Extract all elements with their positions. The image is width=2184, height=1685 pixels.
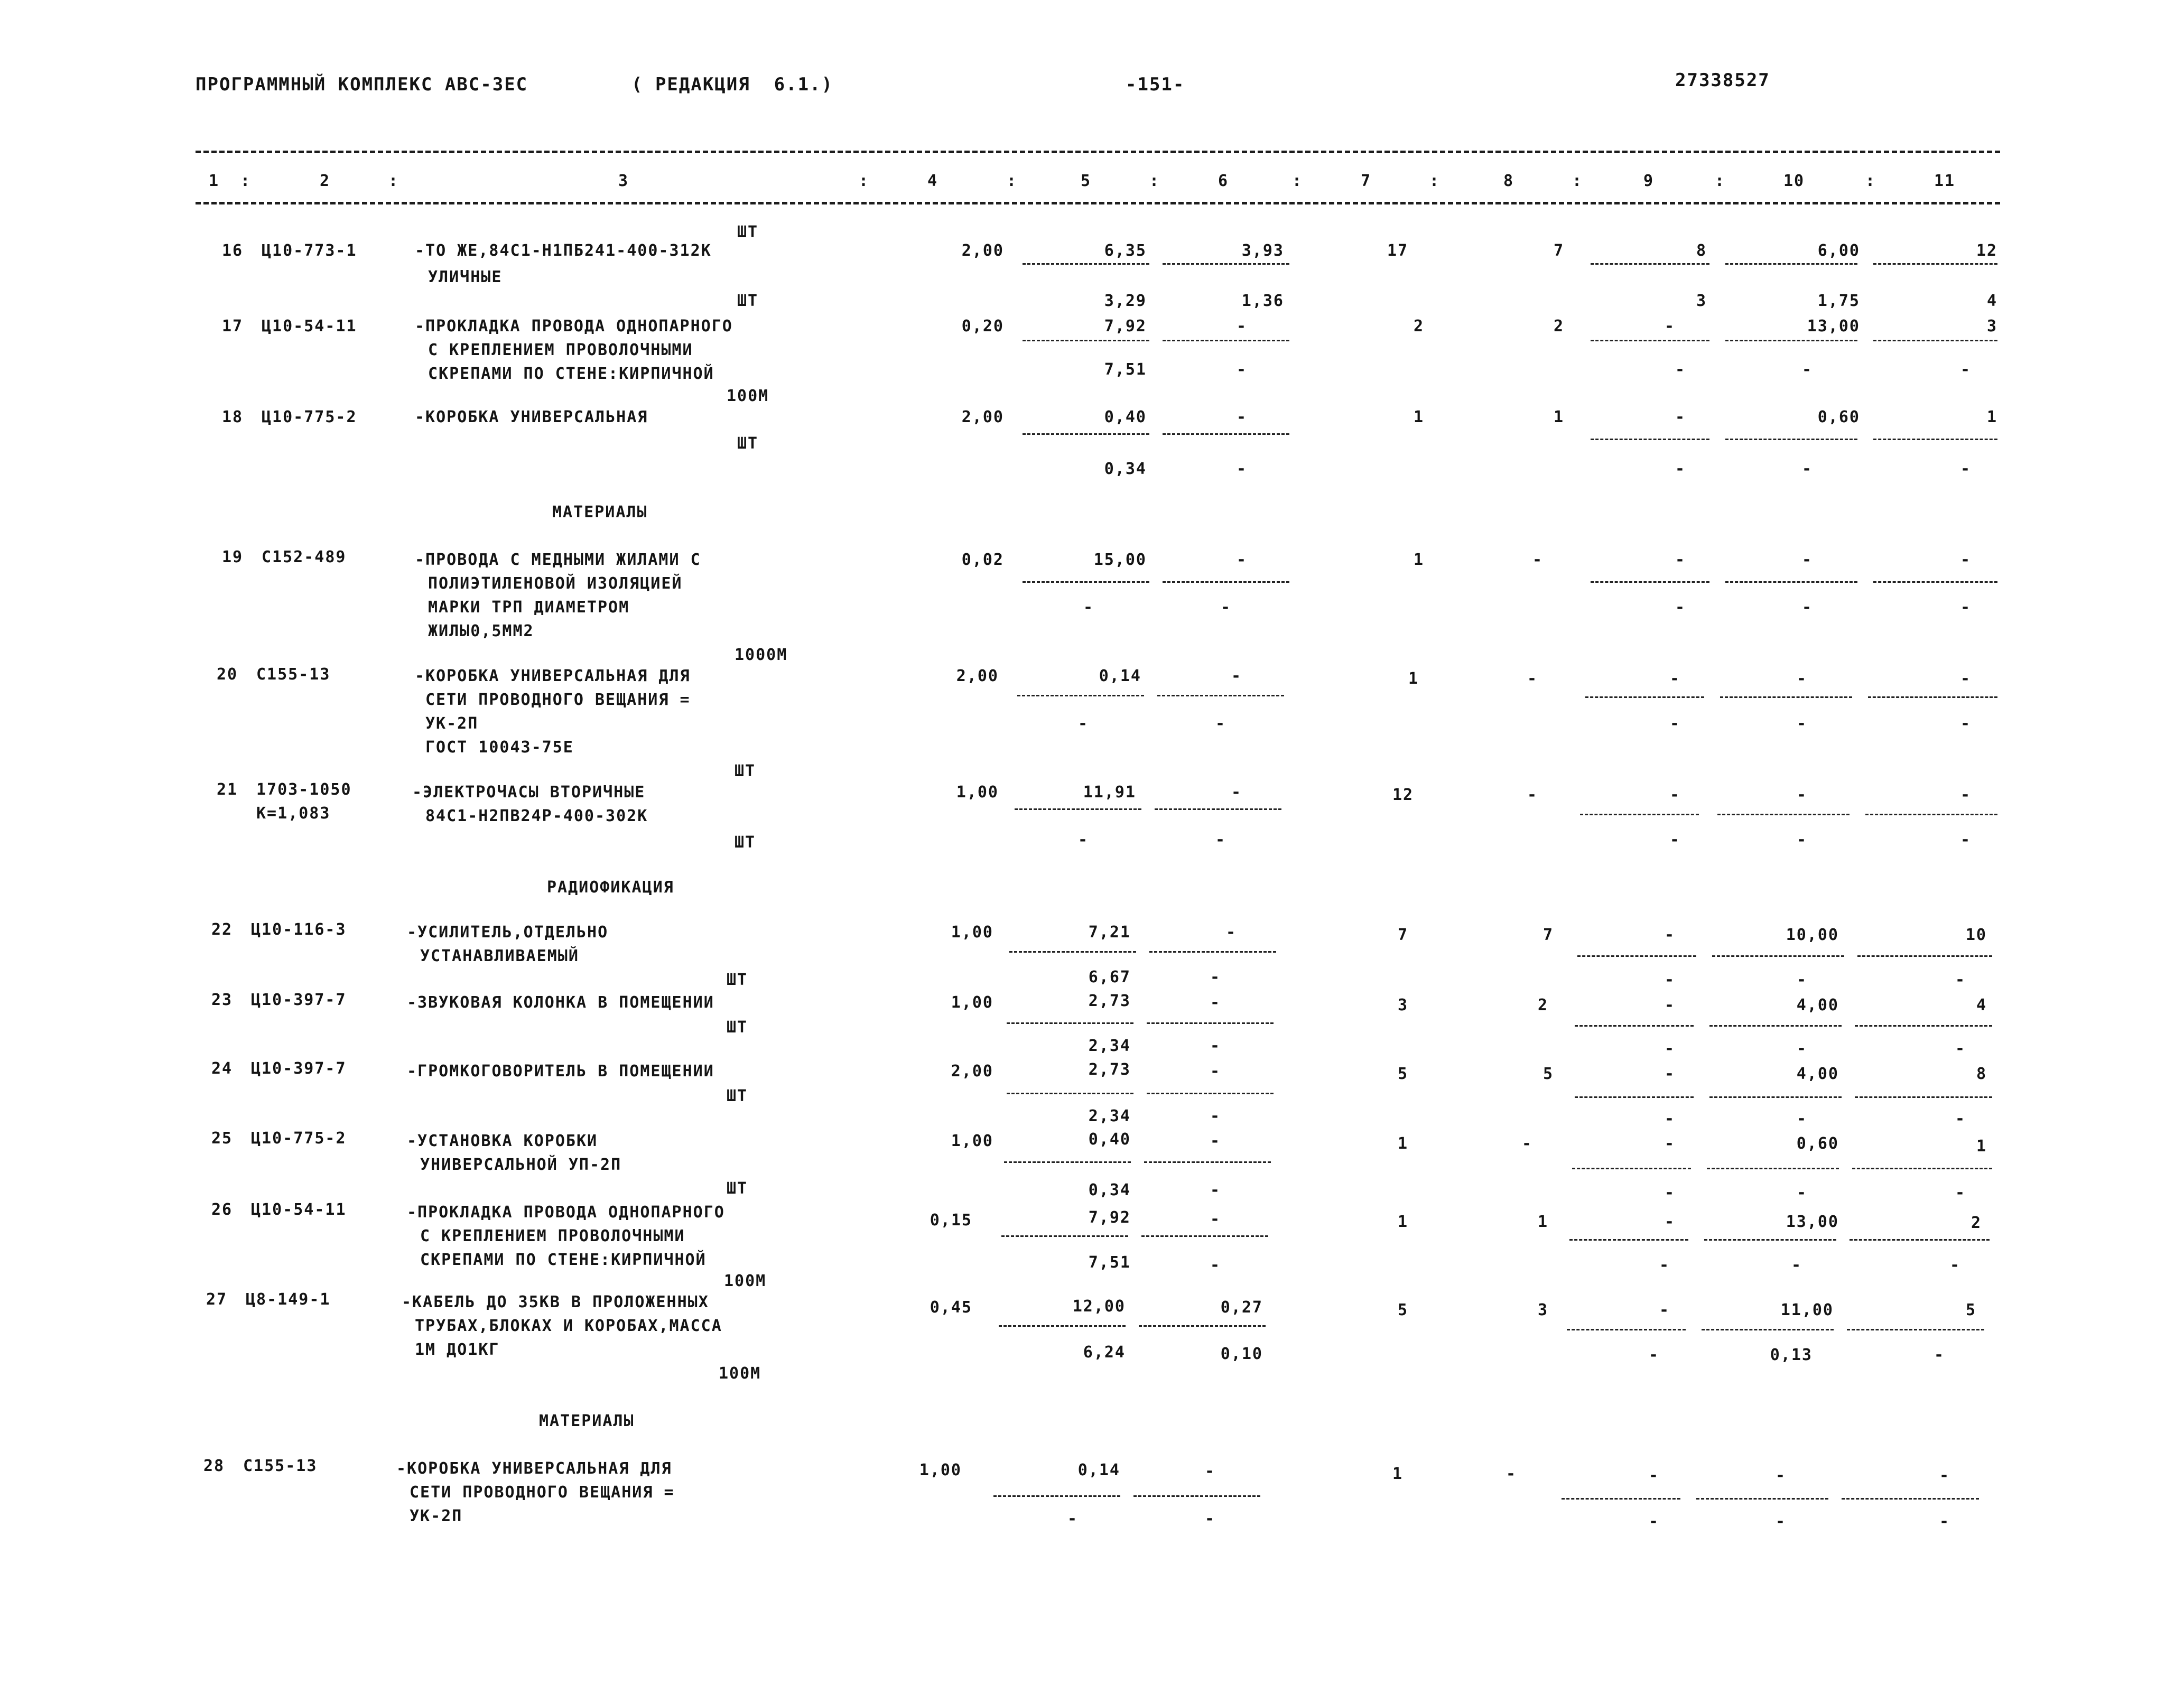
value-cell: - bbox=[1960, 598, 1972, 617]
col-header-9: 9 bbox=[1643, 172, 1655, 190]
col-header-3: 3 bbox=[618, 172, 629, 190]
item-description: УК-2П bbox=[410, 1507, 463, 1525]
value-cell: - bbox=[1210, 1132, 1221, 1150]
value-cell: - bbox=[1960, 831, 1972, 849]
value-cell: - bbox=[1083, 598, 1094, 617]
item-description: -ПРОКЛАДКА ПРОВОДА ОДНОПАРНОГО bbox=[415, 317, 733, 336]
page-number: -151- bbox=[1126, 74, 1185, 95]
value-cell: 0,34 bbox=[1088, 1181, 1131, 1199]
row-number: 17 bbox=[222, 317, 244, 336]
value-cell: - bbox=[1210, 968, 1221, 986]
item-description: СКРЕПАМИ ПО СТЕНЕ:КИРПИЧНОЙ bbox=[420, 1251, 707, 1269]
item-description: УНИВЕРСАЛЬНОЙ УП-2П bbox=[420, 1156, 622, 1174]
col-header-10: 10 bbox=[1783, 172, 1805, 190]
unit-label: ШТ bbox=[727, 1018, 748, 1037]
header-rule-bottom bbox=[196, 202, 2000, 204]
value-cell: 7 bbox=[1397, 926, 1409, 944]
value-cell: - bbox=[1236, 408, 1247, 426]
unit-label: ШТ bbox=[737, 434, 759, 453]
row-number: 26 bbox=[211, 1200, 233, 1219]
price-code: 1703-1050 bbox=[256, 780, 352, 799]
value-cell: - bbox=[1675, 598, 1686, 617]
row-number: 16 bbox=[222, 241, 244, 260]
col-header-8: 8 bbox=[1503, 172, 1514, 190]
value-cell: - bbox=[1664, 1039, 1676, 1058]
value-cell: - bbox=[1949, 1256, 1961, 1274]
value-cell: - bbox=[1775, 1512, 1787, 1531]
item-description: ТРУБАХ,БЛОКАХ И КОРОБАХ,МАССА bbox=[415, 1317, 722, 1335]
value-cell: 3,29 bbox=[1104, 292, 1147, 310]
row-number: 23 bbox=[211, 991, 233, 1009]
item-description: -ТО ЖЕ,84С1-Н1ПБ241-400-312К bbox=[415, 241, 712, 260]
value-cell: 4 bbox=[1976, 996, 1987, 1014]
value-cell: 4 bbox=[1986, 292, 1997, 310]
value-cell: 1 bbox=[1986, 408, 1997, 426]
value-cell: 15,00 bbox=[1093, 551, 1147, 569]
value-cell: 2 bbox=[1413, 317, 1425, 336]
col-header-5: 5 bbox=[1081, 172, 1092, 190]
value-cell: - bbox=[1801, 360, 1813, 379]
value-cell: 5 bbox=[1397, 1065, 1409, 1083]
row-number: 21 bbox=[217, 780, 238, 799]
quantity-cell: 1,00 bbox=[956, 783, 999, 802]
price-code: С155-13 bbox=[243, 1457, 318, 1475]
item-description: УК-2П bbox=[425, 714, 479, 733]
value-cell: 0,13 bbox=[1770, 1346, 1813, 1364]
item-description: -ЭЛЕКТРОЧАСЫ ВТОРИЧНЫЕ bbox=[412, 783, 646, 802]
value-cell: - bbox=[1204, 1510, 1216, 1528]
price-code: Ц10-775-2 bbox=[262, 408, 357, 426]
price-code: Ц10-54-11 bbox=[251, 1200, 347, 1219]
value-cell: 1 bbox=[1537, 1213, 1549, 1231]
value-cell: - bbox=[1505, 1465, 1517, 1483]
value-cell: 0,14 bbox=[1077, 1461, 1120, 1479]
value-cell: - bbox=[1801, 460, 1813, 478]
value-cell: - bbox=[1664, 1184, 1676, 1202]
value-cell: - bbox=[1801, 598, 1813, 617]
unit-label: ШТ bbox=[737, 223, 759, 241]
item-description: -ПРОВОДА С МЕДНЫМИ ЖИЛАМИ С bbox=[415, 551, 701, 569]
value-cell: 8 bbox=[1976, 1065, 1987, 1083]
quantity-cell: 2,00 bbox=[961, 241, 1004, 260]
value-cell: - bbox=[1521, 1134, 1533, 1153]
value-cell: - bbox=[1960, 669, 1972, 688]
value-cell: - bbox=[1225, 923, 1237, 942]
value-cell: - bbox=[1955, 1184, 1966, 1202]
item-description: УСТАНАВЛИВАЕМЫЙ bbox=[420, 947, 579, 965]
value-cell: - bbox=[1960, 551, 1972, 569]
value-cell: - bbox=[1236, 360, 1247, 379]
quantity-cell: 0,02 bbox=[961, 551, 1004, 569]
value-cell: - bbox=[1236, 551, 1247, 569]
item-description: -КАБЕЛЬ ДО 35КВ В ПРОЛОЖЕННЫХ bbox=[402, 1293, 709, 1311]
item-description: С КРЕПЛЕНИЕМ ПРОВОЛОЧНЫМИ bbox=[420, 1227, 685, 1245]
value-cell: - bbox=[1532, 551, 1544, 569]
value-cell: 2,34 bbox=[1088, 1037, 1131, 1055]
item-description: 1М ДО1КГ bbox=[415, 1340, 500, 1359]
value-cell: - bbox=[1675, 460, 1686, 478]
unit-label: ШТ bbox=[727, 971, 748, 989]
item-description: -ЗВУКОВАЯ КОЛОНКА В ПОМЕЩЕНИИ bbox=[407, 993, 714, 1012]
value-cell: 4,00 bbox=[1796, 1065, 1839, 1083]
value-cell: 2 bbox=[1553, 317, 1565, 336]
col-header-4: 4 bbox=[927, 172, 938, 190]
value-cell: 1 bbox=[1397, 1134, 1409, 1153]
value-cell: 8 bbox=[1696, 241, 1707, 260]
col-header-1: 1 bbox=[209, 172, 220, 190]
col-header-11: 11 bbox=[1934, 172, 1956, 190]
value-cell: - bbox=[1210, 993, 1221, 1012]
unit-label: ШТ bbox=[737, 292, 759, 310]
item-description: -УСИЛИТЕЛЬ,ОТДЕЛЬНО bbox=[407, 923, 609, 942]
value-cell: 4,00 bbox=[1796, 996, 1839, 1014]
row-number: 19 bbox=[222, 548, 244, 566]
value-cell: 6,35 bbox=[1104, 241, 1147, 260]
value-cell: - bbox=[1231, 783, 1242, 802]
value-cell: 7 bbox=[1542, 926, 1554, 944]
price-code: С152-489 bbox=[262, 548, 347, 566]
value-cell: 0,40 bbox=[1088, 1130, 1131, 1149]
value-cell: - bbox=[1664, 996, 1676, 1014]
unit-label: 100М bbox=[719, 1364, 761, 1383]
value-cell: 0,40 bbox=[1104, 408, 1147, 426]
value-cell: 11,91 bbox=[1083, 783, 1136, 802]
value-cell: - bbox=[1659, 1256, 1670, 1274]
value-cell: 6,24 bbox=[1083, 1343, 1126, 1362]
quantity-cell: 0,20 bbox=[961, 317, 1004, 336]
item-description: -ПРОКЛАДКА ПРОВОДА ОДНОПАРНОГО bbox=[407, 1203, 725, 1222]
header-rule-top bbox=[196, 151, 2000, 153]
value-cell: 12 bbox=[1976, 241, 1997, 260]
value-cell: 7,51 bbox=[1088, 1253, 1131, 1272]
value-cell: - bbox=[1664, 1065, 1676, 1083]
value-cell: 5 bbox=[1542, 1065, 1554, 1083]
value-cell: - bbox=[1664, 1213, 1676, 1231]
value-cell: - bbox=[1796, 1184, 1808, 1202]
value-cell: - bbox=[1960, 360, 1972, 379]
value-cell: 3 bbox=[1696, 292, 1707, 310]
price-code: С155-13 bbox=[256, 665, 331, 684]
value-cell: 3 bbox=[1397, 996, 1409, 1014]
value-cell: - bbox=[1796, 714, 1808, 733]
value-cell: - bbox=[1236, 460, 1247, 478]
item-description: С КРЕПЛЕНИЕМ ПРОВОЛОЧНЫМИ bbox=[428, 341, 693, 359]
value-cell: - bbox=[1675, 551, 1686, 569]
row-number: 27 bbox=[206, 1290, 228, 1309]
value-cell: 3 bbox=[1986, 317, 1997, 336]
value-cell: 1 bbox=[1413, 408, 1425, 426]
value-cell: 10,00 bbox=[1786, 926, 1839, 944]
value-cell: 2 bbox=[1537, 996, 1549, 1014]
value-cell: - bbox=[1664, 1134, 1676, 1153]
value-cell: 7 bbox=[1553, 241, 1565, 260]
value-cell: - bbox=[1796, 669, 1808, 688]
value-cell: - bbox=[1077, 714, 1089, 733]
value-cell: 1 bbox=[1397, 1213, 1409, 1231]
program-name: ПРОГРАММНЫЙ КОМПЛЕКС АВС-3ЕС bbox=[196, 74, 528, 95]
document-page: ПРОГРАММНЫЙ КОМПЛЕКС АВС-3ЕС ( РЕДАКЦИЯ 6.1.) -151- 27338527 1 2 3 4 5 6 7 8 9 10 11 : : : : : : : : : : ШТ 16 Ц10-773-1 -ТО ЖЕ,84С1-Н1ПБ241-400-312К УЛИЧНЫЕ 2,00 6,35 3,93 17 7 8 6,00 12 ШТ 3,29 1,36 3 1,75 4 17 Ц10-54-11 -ПРОКЛАДКА ПРОВОДА ОДНОПАРНОГО С КРЕПЛЕНИЕМ ПРОВОЛОЧНЫМИ СКРЕПАМИ ПО СТЕНЕ:КИРПИЧНОЙ 100М 0,20 7,92 - 2 2 - 13,00 3 7,51 - - - - 18 Ц10-775-2 -КОРОБКА УНИВЕРСАЛЬНАЯ ШТ 2,00 0,40 - 1 1 - 0,60 1 0,34 - - - - МАТЕРИАЛЫ 19 С152-489 -ПРОВОДА С МЕДНЫМИ ЖИЛАМИ С ПОЛИЭТИЛЕНОВОЙ ИЗОЛЯЦИЕЙ МАРКИ ТРП ДИАМЕТРОМ ЖИЛЫ0,5ММ2 1000М 0,02 15,00 - 1 - - - - - - - - - 20 С155-13 -КОРОБКА УНИВЕРСАЛЬНАЯ ДЛЯ СЕТИ ПРОВОДНОГО ВЕЩАНИЯ = УК-2П ГОСТ 10043-75Е ШТ 2,00 0,14 - 1 - - - - - - - - - 21 1703-1050 К=1,083 -ЭЛЕКТРОЧАСЫ ВТОРИЧНЫЕ 84С1-Н2ПВ24Р-400-302К ШТ 1,00 11,91 - 12 - - - - - - - - - РАДИОФИКАЦИЯ 22 Ц10-116-3 -УСИЛИТЕЛЬ,ОТДЕЛЬНО УСТАНАВЛИВАЕМЫЙ ШТ 1,00 7,21 - 7 7 - 10,00 10 6,67 - - - - 23 Ц10-397-7 -ЗВУКОВАЯ КОЛОНКА В ПОМЕЩЕНИИ ШТ 1,00 2,73 - 3 2 - 4,00 4 2,34 - - - - 24 Ц10-397-7 -ГРОМКОГОВОРИТЕЛЬ В ПОМЕЩЕНИИ ШТ 2,00 2,73 - 5 5 - 4,00 8 2,34 - - - - 25 Ц10-775-2 -УСТАНОВКА КОРОБКИ УНИВЕРСАЛЬНОЙ УП-2П ШТ 1,00 0,40 - 1 - - 0,60 1 0,34 - - - - 26 Ц10-54-11 -ПРОКЛАДКА ПРОВОДА ОДНОПАРНОГО С КРЕПЛЕНИЕМ ПРОВОЛОЧНЫМИ СКРЕПАМИ ПО СТЕНЕ:КИРПИЧНОЙ 100М 0,15 7,92 - 1 1 - 13,00 2 7,51 - - - - 27 Ц8-149-1 -КАБЕЛЬ ДО 35КВ В ПРОЛОЖЕННЫХ ТРУБАХ,БЛОКАХ И КОРОБАХ,МАССА 1М ДО1КГ 100М 0,45 12,00 0,27 5 3 - 11,00 5 6,24 0,10 - 0,13 - МАТЕРИАЛЫ 28 С155-13 -КОРОБКА УНИВЕРСАЛЬНАЯ ДЛЯ СЕТИ ПРОВОДНОГО ВЕЩАНИЯ = УК-2П 1,00 0,14 - 1 - - - - - - - - - bbox=[0, 0, 2184, 1685]
value-cell: 0,14 bbox=[1099, 667, 1141, 685]
value-cell: - bbox=[1210, 1107, 1221, 1125]
price-code: Ц8-149-1 bbox=[246, 1290, 331, 1309]
value-cell: - bbox=[1939, 1512, 1950, 1531]
section-heading: МАТЕРИАЛЫ bbox=[552, 503, 648, 522]
value-cell: - bbox=[1775, 1466, 1787, 1485]
quantity-cell: 1,00 bbox=[951, 1132, 993, 1150]
value-cell: - bbox=[1236, 317, 1247, 336]
value-cell: 7,92 bbox=[1104, 317, 1147, 336]
value-cell: 13,00 bbox=[1807, 317, 1860, 336]
value-cell: - bbox=[1664, 1110, 1676, 1128]
item-description: СКРЕПАМИ ПО СТЕНЕ:КИРПИЧНОЙ bbox=[428, 365, 714, 383]
value-cell: - bbox=[1210, 1210, 1221, 1228]
quantity-cell: 1,00 bbox=[919, 1461, 962, 1479]
price-coefficient: К=1,083 bbox=[256, 804, 331, 823]
value-cell: - bbox=[1669, 786, 1681, 804]
unit-label: ШТ bbox=[735, 762, 756, 780]
value-cell: - bbox=[1669, 714, 1681, 733]
value-cell: - bbox=[1796, 971, 1808, 989]
unit-label: 1000М bbox=[735, 646, 788, 664]
value-cell: 6,00 bbox=[1817, 241, 1860, 260]
value-cell: - bbox=[1955, 1110, 1966, 1128]
value-cell: - bbox=[1077, 831, 1089, 849]
value-cell: 6,67 bbox=[1088, 968, 1131, 986]
value-cell: - bbox=[1796, 1039, 1808, 1058]
value-cell: - bbox=[1527, 786, 1538, 804]
price-code: Ц10-775-2 bbox=[251, 1129, 347, 1148]
unit-label: 100М bbox=[724, 1272, 767, 1290]
value-cell: 1,36 bbox=[1241, 292, 1284, 310]
value-cell: - bbox=[1939, 1466, 1950, 1485]
value-cell: 5 bbox=[1397, 1301, 1409, 1319]
value-cell: - bbox=[1648, 1512, 1660, 1531]
value-cell: 1 bbox=[1413, 551, 1425, 569]
value-cell: - bbox=[1791, 1256, 1802, 1274]
value-cell: - bbox=[1664, 317, 1676, 336]
value-cell: - bbox=[1675, 408, 1686, 426]
item-description: УЛИЧНЫЕ bbox=[428, 268, 503, 286]
value-cell: 7,92 bbox=[1088, 1208, 1131, 1227]
unit-label: ШТ bbox=[727, 1179, 748, 1198]
value-cell: 2,73 bbox=[1088, 1060, 1131, 1079]
quantity-cell: 0,15 bbox=[930, 1211, 972, 1230]
value-cell: 3,93 bbox=[1241, 241, 1284, 260]
item-description: -КОРОБКА УНИВЕРСАЛЬНАЯ ДЛЯ bbox=[415, 667, 691, 685]
quantity-cell: 2,00 bbox=[951, 1062, 993, 1081]
value-cell: 1 bbox=[1392, 1465, 1404, 1483]
value-cell: 11,00 bbox=[1780, 1301, 1834, 1319]
item-description: СЕТИ ПРОВОДНОГО ВЕЩАНИЯ = bbox=[425, 691, 691, 709]
price-code: Ц10-773-1 bbox=[262, 241, 357, 260]
item-description: -ГРОМКОГОВОРИТЕЛЬ В ПОМЕЩЕНИИ bbox=[407, 1062, 714, 1081]
value-cell: 1 bbox=[1408, 669, 1419, 688]
value-cell: - bbox=[1669, 669, 1681, 688]
item-description: -КОРОБКА УНИВЕРСАЛЬНАЯ bbox=[415, 408, 648, 426]
value-cell: 2 bbox=[1971, 1214, 1982, 1232]
quantity-cell: 0,45 bbox=[930, 1298, 972, 1317]
section-heading: РАДИОФИКАЦИЯ bbox=[547, 878, 674, 897]
value-cell: 7,51 bbox=[1104, 360, 1147, 379]
value-cell: 1 bbox=[1976, 1137, 1987, 1156]
value-cell: 1 bbox=[1553, 408, 1565, 426]
value-cell: 0,10 bbox=[1220, 1345, 1263, 1363]
row-number: 25 bbox=[211, 1129, 233, 1148]
value-cell: - bbox=[1210, 1062, 1221, 1081]
quantity-cell: 1,00 bbox=[951, 923, 993, 942]
unit-label: 100М bbox=[727, 387, 769, 405]
row-number: 20 bbox=[217, 665, 238, 684]
item-description: МАРКИ ТРП ДИАМЕТРОМ bbox=[428, 598, 630, 617]
item-description: ЖИЛЫ0,5ММ2 bbox=[428, 622, 534, 640]
value-cell: - bbox=[1210, 1181, 1221, 1199]
value-cell: - bbox=[1527, 669, 1538, 688]
value-cell: - bbox=[1664, 926, 1676, 944]
quantity-cell: 1,00 bbox=[951, 993, 993, 1012]
value-cell: - bbox=[1210, 1256, 1221, 1274]
value-cell: 10 bbox=[1965, 926, 1987, 944]
value-cell: - bbox=[1960, 460, 1972, 478]
value-cell: - bbox=[1796, 786, 1808, 804]
col-header-6: 6 bbox=[1218, 172, 1229, 190]
value-cell: - bbox=[1675, 360, 1686, 379]
value-cell: - bbox=[1934, 1346, 1945, 1364]
value-cell: 2,73 bbox=[1088, 992, 1131, 1010]
value-cell: - bbox=[1648, 1466, 1660, 1485]
value-cell: 2,34 bbox=[1088, 1107, 1131, 1125]
value-cell: - bbox=[1215, 714, 1226, 733]
value-cell: - bbox=[1664, 971, 1676, 989]
item-description: ГОСТ 10043-75Е bbox=[425, 738, 574, 757]
quantity-cell: 2,00 bbox=[961, 408, 1004, 426]
price-code: Ц10-54-11 bbox=[262, 317, 357, 336]
value-cell: - bbox=[1955, 971, 1966, 989]
value-cell: - bbox=[1067, 1510, 1079, 1528]
value-cell: 17 bbox=[1387, 241, 1409, 260]
value-cell: 0,60 bbox=[1817, 408, 1860, 426]
value-cell: 0,60 bbox=[1796, 1134, 1839, 1153]
value-cell: - bbox=[1215, 831, 1226, 849]
value-cell: - bbox=[1220, 598, 1232, 617]
value-cell: 0,27 bbox=[1220, 1298, 1263, 1317]
value-cell: - bbox=[1796, 1110, 1808, 1128]
value-cell: 3 bbox=[1537, 1301, 1549, 1319]
value-cell: - bbox=[1801, 551, 1813, 569]
value-cell: - bbox=[1204, 1462, 1216, 1481]
value-cell: 13,00 bbox=[1786, 1213, 1839, 1231]
price-code: Ц10-397-7 bbox=[251, 991, 347, 1009]
row-number: 28 bbox=[203, 1457, 225, 1475]
price-code: Ц10-116-3 bbox=[251, 920, 347, 939]
value-cell: - bbox=[1796, 831, 1808, 849]
col-header-2: 2 bbox=[320, 172, 331, 190]
quantity-cell: 2,00 bbox=[956, 667, 999, 685]
value-cell: - bbox=[1659, 1301, 1670, 1319]
value-cell: 5 bbox=[1965, 1301, 1976, 1319]
item-description: СЕТИ ПРОВОДНОГО ВЕЩАНИЯ = bbox=[410, 1483, 675, 1502]
row-number: 24 bbox=[211, 1059, 233, 1078]
item-description: ПОЛИЭТИЛЕНОВОЙ ИЗОЛЯЦИЕЙ bbox=[428, 574, 683, 593]
value-cell: - bbox=[1669, 831, 1681, 849]
item-description: 84С1-Н2ПВ24Р-400-302К bbox=[425, 807, 648, 825]
value-cell: - bbox=[1960, 714, 1972, 733]
value-cell: 0,34 bbox=[1104, 460, 1147, 478]
item-description: -УСТАНОВКА КОРОБКИ bbox=[407, 1132, 598, 1150]
value-cell: - bbox=[1648, 1346, 1660, 1364]
unit-label: ШТ bbox=[727, 1087, 748, 1105]
edition: ( РЕДАКЦИЯ 6.1.) bbox=[631, 74, 833, 95]
row-number: 18 bbox=[222, 408, 244, 426]
item-description: -КОРОБКА УНИВЕРСАЛЬНАЯ ДЛЯ bbox=[396, 1459, 672, 1478]
document-code: 27338527 bbox=[1675, 70, 1770, 91]
value-cell: 7,21 bbox=[1088, 923, 1131, 942]
value-cell: 12 bbox=[1392, 786, 1414, 804]
value-cell: 1,75 bbox=[1817, 292, 1860, 310]
section-heading: МАТЕРИАЛЫ bbox=[539, 1412, 635, 1430]
value-cell: - bbox=[1955, 1039, 1966, 1058]
value-cell: - bbox=[1231, 667, 1242, 685]
value-cell: - bbox=[1960, 786, 1972, 804]
value-cell: - bbox=[1210, 1037, 1221, 1055]
unit-label: ШТ bbox=[735, 833, 756, 852]
row-number: 22 bbox=[211, 920, 233, 939]
price-code: Ц10-397-7 bbox=[251, 1059, 347, 1078]
col-header-7: 7 bbox=[1361, 172, 1372, 190]
value-cell: 12,00 bbox=[1072, 1297, 1126, 1316]
